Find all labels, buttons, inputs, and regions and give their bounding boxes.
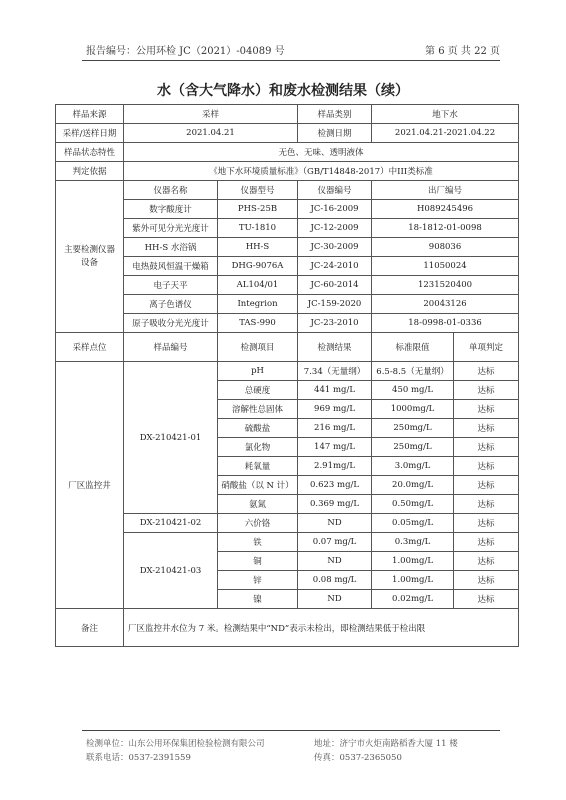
info-row (56, 162, 519, 181)
equipment-name: 数字酸度计 (124, 200, 218, 219)
col-limit: 标准限值 (372, 333, 454, 362)
test-judgement: 达标 (454, 476, 519, 495)
page-header (86, 42, 500, 56)
page-number: 第 6 页 共 22 页 (425, 46, 500, 57)
equipment-row (56, 219, 519, 238)
equipment-col-id: 仪器编号 (298, 181, 372, 200)
test-limit: 1.00mg/L (372, 552, 454, 571)
equipment-id: JC-23-2010 (298, 314, 372, 333)
test-judgement: 达标 (454, 362, 519, 381)
info-row (56, 105, 519, 124)
equipment-label: 主要检测仪器设备 (56, 181, 124, 333)
equipment-model: TAS-990 (218, 314, 298, 333)
equipment-name: 原子吸收分光光度计 (124, 314, 218, 333)
footer-line-2 (86, 751, 506, 763)
footer-fax: 传真：0537-2365050 (314, 753, 402, 763)
test-limit: 1000mg/L (372, 400, 454, 419)
test-date-label: 检测日期 (298, 124, 372, 143)
equipment-id: JC-159-2020 (298, 295, 372, 314)
note-text: 厂区监控井水位为 7 米。检测结果中“ND”表示未检出，即检测结果低于检出限 (124, 609, 519, 647)
test-judgement: 达标 (454, 552, 519, 571)
category-label: 样品类别 (298, 105, 372, 124)
test-limit: 450 mg/L (372, 381, 454, 400)
test-item: 氨氮 (218, 495, 298, 514)
site-cell: 厂区监控井 (56, 362, 124, 609)
note-row (56, 609, 519, 647)
note-label: 备注 (56, 609, 124, 647)
state-label: 样品状态特性 (56, 143, 124, 162)
test-limit: 250mg/L (372, 438, 454, 457)
equipment-name: HH-S 水浴锅 (124, 238, 218, 257)
test-item: 氯化物 (218, 438, 298, 457)
footer-address: 地址：济宁市火炬南路稻香大厦 11 楼 (314, 739, 458, 749)
test-judgement: 达标 (454, 571, 519, 590)
col-item: 检测项目 (218, 333, 298, 362)
equipment-serial: H089245496 (372, 200, 519, 219)
equipment-row (56, 295, 519, 314)
test-limit: 0.3mg/L (372, 533, 454, 552)
date-value: 2021.04.21 (124, 124, 298, 143)
info-row (56, 124, 519, 143)
test-judgement: 达标 (454, 514, 519, 533)
test-result: 147 mg/L (298, 438, 372, 457)
equipment-serial: 11050024 (372, 257, 519, 276)
test-limit: 6.5-8.5（无量纲） (372, 362, 454, 381)
test-result: 7.34（无量纲） (298, 362, 372, 381)
equipment-id: JC-30-2009 (298, 238, 372, 257)
report-number: 报告编号：公用环检 JC（2021）-04089 号 (86, 46, 285, 57)
test-limit: 20.0mg/L (372, 476, 454, 495)
test-item: 耗氧量 (218, 457, 298, 476)
test-result: 2.91mg/L (298, 457, 372, 476)
equipment-col-serial: 出厂编号 (372, 181, 519, 200)
test-item: 铁 (218, 533, 298, 552)
footer-divider (82, 730, 500, 731)
equipment-row (56, 314, 519, 333)
test-judgement: 达标 (454, 400, 519, 419)
equipment-serial: 20043126 (372, 295, 519, 314)
equipment-col-model: 仪器型号 (218, 181, 298, 200)
equipment-model: PHS-25B (218, 200, 298, 219)
test-item: 硫酸盐 (218, 419, 298, 438)
equipment-name: 电子天平 (124, 276, 218, 295)
footer-line-1 (86, 737, 506, 749)
results-header-row (56, 333, 519, 362)
test-judgement: 达标 (454, 533, 519, 552)
test-item: 镍 (218, 590, 298, 609)
table-row (56, 362, 519, 381)
source-value: 采样 (124, 105, 298, 124)
table-row (56, 514, 519, 533)
equipment-row (56, 200, 519, 219)
table-row (56, 533, 519, 552)
basis-value: 《地下水环境质量标准》（GB/T14848-2017）中III类标准 (124, 162, 519, 181)
equipment-model: AL104/01 (218, 276, 298, 295)
test-judgement: 达标 (454, 419, 519, 438)
test-item: pH (218, 362, 298, 381)
equipment-row (56, 276, 519, 295)
footer-unit: 检测单位：山东公用环保集团检验检测有限公司 (86, 739, 265, 749)
date-label: 采样/送样日期 (56, 124, 124, 143)
page-title: 水（含大气降水）和废水检测结果（续） (157, 83, 409, 99)
col-result: 检测结果 (298, 333, 372, 362)
equipment-name: 离子色谱仪 (124, 295, 218, 314)
equipment-row (56, 238, 519, 257)
equipment-serial: 18-1812-01-0098 (372, 219, 519, 238)
equipment-model: HH-S (218, 238, 298, 257)
test-result: 0.623 mg/L (298, 476, 372, 495)
test-result: ND (298, 514, 372, 533)
footer-phone: 联系电话：0537-2391559 (86, 753, 191, 763)
state-value: 无色、无味、透明液体 (124, 143, 519, 162)
results-table (55, 104, 519, 647)
col-sample: 样品编号 (124, 333, 218, 362)
col-site: 采样点位 (56, 333, 124, 362)
header-divider (82, 60, 500, 61)
test-result: 441 mg/L (298, 381, 372, 400)
test-limit: 1.00mg/L (372, 571, 454, 590)
test-result: 0.369 mg/L (298, 495, 372, 514)
test-item: 铜 (218, 552, 298, 571)
test-item: 六价铬 (218, 514, 298, 533)
test-item: 总硬度 (218, 381, 298, 400)
sample-id-cell: DX-210421-01 (124, 362, 218, 514)
col-judgement: 单项判定 (454, 333, 519, 362)
equipment-model: DHG-9076A (218, 257, 298, 276)
sample-id-cell: DX-210421-03 (124, 533, 218, 609)
equipment-name: 紫外可见分光光度计 (124, 219, 218, 238)
equipment-serial: 18-0998-01-0336 (372, 314, 519, 333)
equipment-id: JC-16-2009 (298, 200, 372, 219)
test-limit: 3.0mg/L (372, 457, 454, 476)
equipment-col-name: 仪器名称 (124, 181, 218, 200)
source-label: 样品来源 (56, 105, 124, 124)
test-result: 216 mg/L (298, 419, 372, 438)
basis-label: 判定依据 (56, 162, 124, 181)
equipment-row (56, 257, 519, 276)
test-judgement: 达标 (454, 438, 519, 457)
test-date-value: 2021.04.21-2021.04.22 (372, 124, 519, 143)
test-result: 0.08 mg/L (298, 571, 372, 590)
equipment-model: TU-1810 (218, 219, 298, 238)
test-judgement: 达标 (454, 381, 519, 400)
info-row (56, 143, 519, 162)
test-result: 0.07 mg/L (298, 533, 372, 552)
test-judgement: 达标 (454, 495, 519, 514)
equipment-id: JC-60-2014 (298, 276, 372, 295)
equipment-id: JC-12-2009 (298, 219, 372, 238)
test-judgement: 达标 (454, 590, 519, 609)
test-judgement: 达标 (454, 457, 519, 476)
sample-id-cell: DX-210421-02 (124, 514, 218, 533)
test-limit: 250mg/L (372, 419, 454, 438)
test-limit: 0.50mg/L (372, 495, 454, 514)
category-value: 地下水 (372, 105, 519, 124)
test-item: 硝酸盐（以 N 计） (218, 476, 298, 495)
equipment-name: 电热鼓风恒温干燥箱 (124, 257, 218, 276)
test-result: 969 mg/L (298, 400, 372, 419)
equipment-id: JC-24-2010 (298, 257, 372, 276)
test-limit: 0.05mg/L (372, 514, 454, 533)
equipment-serial: 908036 (372, 238, 519, 257)
equipment-header-row (56, 181, 519, 200)
equipment-serial: 1231520400 (372, 276, 519, 295)
equipment-model: Integrion (218, 295, 298, 314)
test-limit: 0.02mg/L (372, 590, 454, 609)
test-item: 溶解性总固体 (218, 400, 298, 419)
test-item: 锌 (218, 571, 298, 590)
test-result: ND (298, 590, 372, 609)
test-result: ND (298, 552, 372, 571)
